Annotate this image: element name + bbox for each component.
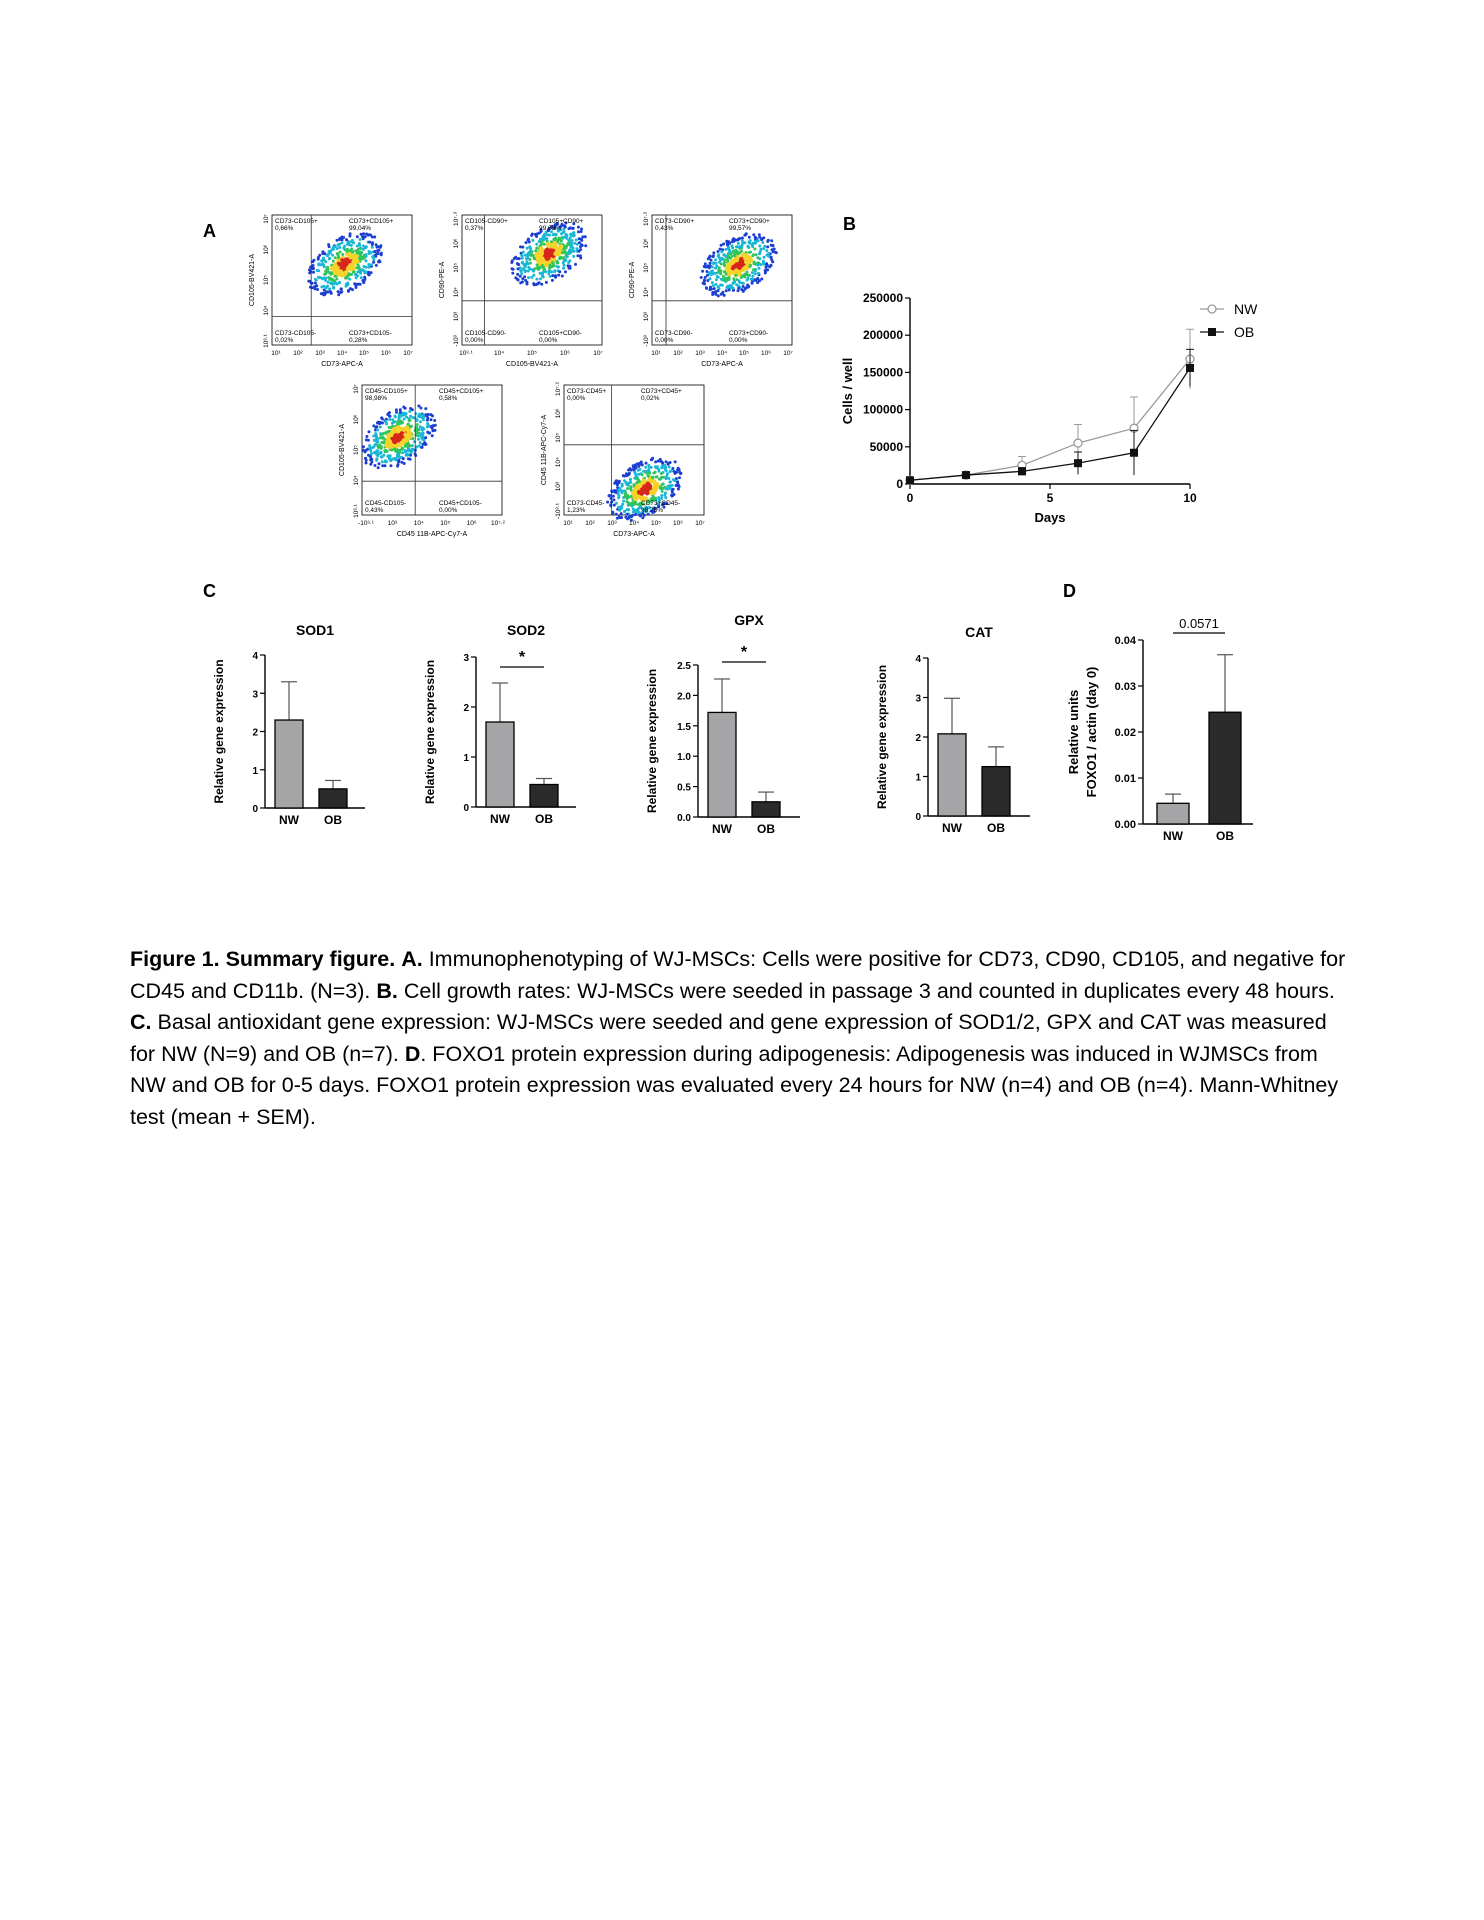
bar-nw (486, 722, 514, 807)
significance-label: * (740, 644, 748, 661)
y-tick-label: 50000 (869, 439, 903, 454)
x-tick-label: 10⁵ (440, 520, 451, 527)
y-tick-label: 0.02 (1114, 727, 1136, 739)
quadrant-ul-pct: 0,37% (465, 225, 484, 232)
caption-a-text: Immunophenotyping of WJ-MSCs: Cells were positive for CD73, CD90, CD105, and negative for CD45 and CD11b. (N=3). (130, 947, 1346, 1003)
x-tick-label: OB (1216, 829, 1234, 843)
quadrant-lr-pct: 98,75% (641, 507, 664, 514)
y-tick-label: 10⁵ (643, 262, 650, 273)
y-tick-label: 0 (896, 477, 903, 491)
caption-b-text: Cell growth rates: WJ-MSCs were seeded in passage 3 and counted in duplicates every 48 hours. (403, 978, 1335, 1003)
quadrant-ur-name: CD105+CD90+ (539, 218, 584, 225)
y-tick-label: -10³ (453, 335, 460, 347)
x-tick-label: 10 (1183, 491, 1197, 505)
quadrant-lr-pct: 0,00% (439, 507, 458, 514)
x-tick-label: 10³ (607, 520, 617, 527)
caption-b-label: B. (376, 978, 398, 1003)
bar-nw (275, 720, 303, 808)
legend-marker (1208, 328, 1216, 336)
quadrant-ll-name: CD45-CD105- (365, 500, 407, 507)
data-point-ob (1074, 459, 1082, 467)
y-axis-label: Relative gene expression (423, 659, 437, 805)
x-tick-label: NW (1163, 829, 1183, 843)
panel-letter-c: C (203, 581, 216, 601)
y-axis-label-2: FOXO1 / actin (day 0) (1084, 666, 1099, 798)
cat-bar-chart (868, 605, 1048, 840)
quadrant-ur-name: CD45+CD105+ (439, 388, 484, 395)
quadrant-ul-name: CD73-CD45+ (567, 388, 607, 395)
y-tick-label: 0.01 (1114, 773, 1136, 785)
data-point-ob (1018, 467, 1026, 475)
y-tick-label: 200000 (862, 328, 903, 343)
x-tick-label: NW (279, 813, 299, 827)
bar-ob (319, 789, 347, 808)
bar-ob (982, 767, 1010, 816)
y-tick-label: 10⁷·³ (643, 212, 650, 226)
y-tick-label: 2 (463, 703, 469, 714)
plot-frame (272, 215, 412, 345)
y-tick-label: 4 (915, 654, 921, 665)
quadrant-ul-name: CD105-CD90+ (465, 218, 508, 225)
flow-plot-cd73-cd45 (538, 380, 718, 545)
x-tick-label: 10² (585, 520, 595, 527)
legend-label: OB (1234, 324, 1255, 340)
y-tick-label: 2 (915, 733, 921, 744)
quadrant-ll-pct: 1,23% (567, 507, 586, 514)
significance-label: 0.0571 (1179, 616, 1219, 631)
y-axis-label: CD90-PE-A (439, 261, 446, 299)
x-tick-label: 10⁴ (628, 520, 640, 527)
bar-ob (1209, 712, 1241, 824)
x-tick-label: NW (712, 822, 732, 836)
x-tick-label: 10⁷ (695, 520, 705, 527)
bar-ob (530, 785, 558, 808)
quadrant-ur-name: CD73+CD45+ (641, 388, 682, 395)
y-tick-label: 10⁷·³ (453, 212, 460, 226)
flow-plot-cd73-cd105 (246, 210, 426, 375)
caption-c-text: Basal antioxidant gene expression: WJ-MSCs were seeded and gene expression of SOD1/2, GPX and CAT was measured for NW (N=9) and OB (n=7). (130, 1010, 1327, 1066)
quadrant-ll-pct: 0,00% (655, 337, 674, 344)
x-tick-label: NW (490, 812, 510, 826)
quadrant-lr-name: CD73+CD90- (729, 330, 769, 337)
y-tick-label: 3 (252, 689, 258, 701)
y-tick-label: 10⁵ (453, 262, 460, 273)
x-tick-label: 10¹ (271, 350, 281, 357)
data-point-ob (962, 471, 970, 479)
x-tick-label: 10² (293, 350, 303, 357)
quadrant-ur-pct: 99,04% (349, 225, 372, 232)
x-tick-label: 10⁶ (673, 520, 683, 527)
x-axis-label: Days (1034, 510, 1066, 525)
y-tick-label: 0 (463, 803, 469, 814)
sod1-bar-chart (205, 605, 385, 840)
panel-letter-a: A (203, 221, 216, 241)
x-tick-label: 10⁷ (783, 350, 793, 357)
x-tick-label: OB (757, 822, 775, 836)
x-tick-label: 10⁷·² (491, 520, 505, 527)
y-tick-label: 10⁴ (555, 457, 562, 468)
y-axis-label: Relative units (1066, 689, 1081, 775)
quadrant-ul-name: CD45-CD105+ (365, 388, 408, 395)
x-tick-label: 10⁴ (716, 350, 728, 357)
caption-d-label: D (404, 1041, 421, 1066)
quadrant-lr-name: CD105+CD90- (539, 330, 582, 337)
y-axis-label: CD105-BV421-A (339, 423, 346, 477)
chart-title: CAT (965, 624, 993, 640)
y-tick-label: 1 (463, 753, 469, 764)
y-tick-label: 10³ (643, 311, 650, 322)
x-tick-label: OB (987, 821, 1005, 835)
y-tick-label: 10⁵ (263, 275, 270, 285)
x-tick-label: 10³ (387, 520, 398, 527)
quadrant-ur-name: CD73+CD90+ (729, 218, 770, 225)
quadrant-lr-pct: 0,00% (539, 337, 558, 344)
sod2-bar-chart (418, 605, 598, 840)
quadrant-ll-name: CD105-CD90- (465, 330, 507, 337)
x-axis-label: CD73-APC-A (701, 361, 743, 368)
y-tick-label: 1 (915, 772, 921, 784)
plot-frame (362, 385, 502, 515)
bar-nw (708, 712, 736, 817)
quadrant-lr-name: CD73+CD45- (641, 500, 681, 507)
y-tick-label: 10⁴ (353, 475, 360, 486)
legend-marker (1208, 305, 1216, 313)
x-tick-label: 5 (1046, 491, 1054, 505)
quadrant-ll-name: CD73-CD90- (655, 330, 693, 337)
caption-d-text: . FOXO1 protein expression during adipogenesis: Adipogenesis was induced in WJMSCs from NW and OB for 0-5 days. FOXO1 protein expression was evaluated every 24 hours for NW (n=4) and OB (n=4). Mann-Whitney test (mean + SEM). (130, 1041, 1339, 1129)
quadrant-ur-pct: 0,58% (439, 395, 458, 402)
quadrant-ur-pct: 99,57% (729, 225, 752, 232)
y-axis-label: Relative gene expression (212, 659, 226, 804)
x-tick-label: 10³·¹ (459, 350, 473, 357)
quadrant-ul-pct: 0,00% (567, 395, 586, 402)
y-tick-label: 10⁷ (353, 384, 360, 394)
x-axis-label: CD105-BV421-A (505, 361, 559, 368)
y-tick-label: 10⁷·² (555, 382, 562, 396)
quadrant-lr-name: CD45+CD105- (439, 500, 482, 507)
y-tick-label: 10⁵ (353, 445, 360, 455)
x-tick-label: 10⁵ (359, 350, 369, 357)
panel-letter-d: D (1063, 581, 1076, 601)
y-tick-label: 150000 (862, 365, 903, 380)
x-tick-label: 10⁴ (493, 350, 505, 357)
quadrant-ll-name: CD73-CD105- (275, 330, 317, 337)
chart-title: GPX (734, 612, 764, 628)
y-tick-label: 10⁶ (643, 238, 650, 249)
y-tick-label: 0.5 (677, 782, 691, 794)
x-tick-label: 10¹ (563, 520, 573, 527)
chart-title: SOD2 (506, 622, 546, 638)
y-axis-label: Relative gene expression (875, 664, 889, 810)
y-axis-label: CD105-BV421-A (249, 253, 256, 307)
y-axis-label: Cells / well (840, 357, 855, 425)
y-tick-label: 10³·¹ (353, 504, 360, 518)
x-tick-label: 10⁴ (413, 520, 424, 527)
bar-nw (1157, 803, 1189, 824)
x-tick-label: 10⁴ (336, 350, 348, 357)
y-tick-label: 10³ (555, 481, 562, 492)
quadrant-ur-name: CD73+CD105+ (349, 218, 394, 225)
x-tick-label: 10³ (695, 350, 705, 357)
flow-plot-cd73-cd90 (626, 210, 806, 375)
quadrant-ul-name: CD73-CD105+ (275, 218, 318, 225)
quadrant-lr-pct: 0,28% (349, 337, 368, 344)
y-axis-label: CD90-PE-A (629, 261, 636, 299)
quadrant-ur-pct: 99,63% (539, 225, 562, 232)
y-tick-label: 1.5 (677, 721, 691, 733)
y-tick-label: 100000 (862, 402, 903, 417)
y-tick-label: 2.5 (677, 661, 691, 672)
y-tick-label: 10⁴ (453, 287, 460, 298)
y-tick-label: 0.0 (677, 813, 691, 824)
quadrant-ul-pct: 0,66% (275, 225, 294, 232)
y-tick-label: 0 (252, 804, 258, 815)
y-tick-label: 1.0 (677, 752, 691, 764)
data-point-ob (906, 476, 914, 484)
y-tick-label: 10⁵ (555, 432, 562, 443)
series-line-ob (910, 368, 1190, 480)
data-point-ob (1130, 449, 1138, 457)
x-axis-label: CD73-APC-A (613, 531, 655, 538)
x-tick-label: 10⁵ (651, 520, 661, 527)
y-tick-label: 10⁷ (263, 214, 270, 224)
y-tick-label: 2.0 (677, 691, 691, 703)
y-tick-label: 10⁶ (263, 244, 270, 255)
growth-line-chart (830, 280, 1290, 540)
x-tick-label: OB (535, 812, 553, 826)
x-tick-label: 10³ (315, 350, 325, 357)
x-tick-label: 10² (673, 350, 683, 357)
x-tick-label: -10³·¹ (358, 520, 374, 527)
significance-label: * (518, 649, 526, 666)
y-tick-label: 2 (252, 727, 258, 739)
y-tick-label: 10³ (453, 311, 460, 322)
x-tick-label: OB (324, 813, 342, 827)
y-tick-label: -10³·¹ (555, 503, 562, 519)
quadrant-lr-pct: 0,00% (729, 337, 748, 344)
y-tick-label: 10⁴ (263, 305, 270, 316)
y-tick-label: -10³ (643, 335, 650, 347)
y-tick-label: 0.03 (1114, 681, 1136, 693)
y-tick-label: 10³·¹ (263, 334, 270, 348)
quadrant-ur-pct: 0,02% (641, 395, 660, 402)
y-tick-label: 10⁶ (453, 238, 460, 249)
quadrant-ll-name: CD73-CD45- (567, 500, 605, 507)
y-tick-label: 0.00 (1114, 819, 1136, 831)
quadrant-ul-pct: 0,43% (655, 225, 674, 232)
flow-plot-cd45-cd105 (336, 380, 516, 545)
y-tick-label: 4 (252, 651, 258, 662)
y-tick-label: 10⁶ (353, 414, 360, 425)
data-point-ob (1186, 364, 1194, 372)
y-tick-label: 1 (252, 765, 258, 777)
panel-letter-b: B (843, 214, 856, 234)
bar-nw (938, 734, 966, 816)
x-tick-label: NW (942, 821, 962, 835)
chart-title: SOD1 (295, 622, 335, 638)
x-tick-label: 10⁷ (593, 350, 603, 357)
flow-plot-cd105-cd90 (436, 210, 616, 375)
y-tick-label: 250000 (862, 291, 903, 305)
y-tick-label: 10⁴ (643, 287, 650, 298)
caption-figure-label: Figure 1. Summary figure. (130, 947, 396, 971)
y-tick-label: 3 (463, 653, 469, 664)
x-tick-label: 10¹ (651, 350, 661, 357)
gpx-bar-chart (640, 605, 820, 840)
y-axis-label: CD45 11B-APC-Cy7-A (541, 414, 548, 486)
y-tick-label: 0 (915, 812, 921, 823)
y-axis-label: Relative gene expression (645, 668, 659, 814)
x-tick-label: 10⁶ (466, 520, 477, 527)
bar-ob (752, 802, 780, 817)
x-tick-label: 10⁶ (381, 350, 391, 357)
caption-a-label: A. (401, 947, 423, 971)
quadrant-ll-pct: 0,43% (365, 507, 384, 514)
data-point-nw (1074, 439, 1082, 447)
x-tick-label: 0 (906, 491, 914, 505)
quadrant-ul-name: CD73-CD90+ (655, 218, 695, 225)
x-tick-label: 10⁷ (403, 350, 413, 357)
x-tick-label: 10⁶ (560, 350, 570, 357)
quadrant-ul-pct: 98,98% (365, 395, 388, 402)
x-axis-label: CD45 11B-APC-Cy7-A (396, 531, 468, 538)
quadrant-ll-pct: 0,00% (465, 337, 484, 344)
x-tick-label: 10⁶ (761, 350, 771, 357)
y-tick-label: 0.04 (1114, 635, 1136, 647)
x-tick-label: 10⁵ (527, 350, 537, 357)
y-tick-label: 3 (915, 693, 921, 705)
quadrant-lr-name: CD73+CD105- (349, 330, 392, 337)
quadrant-ll-pct: 0,02% (275, 337, 294, 344)
caption-c-label: C. (130, 1010, 152, 1034)
foxo1-bar-chart (1058, 605, 1288, 855)
legend-label: NW (1234, 301, 1258, 317)
x-tick-label: 10⁵ (739, 350, 749, 357)
x-axis-label: CD73-APC-A (321, 361, 363, 368)
series-line-nw (910, 359, 1190, 480)
y-tick-label: 10⁶ (555, 408, 562, 419)
figure-caption (130, 944, 1352, 1133)
